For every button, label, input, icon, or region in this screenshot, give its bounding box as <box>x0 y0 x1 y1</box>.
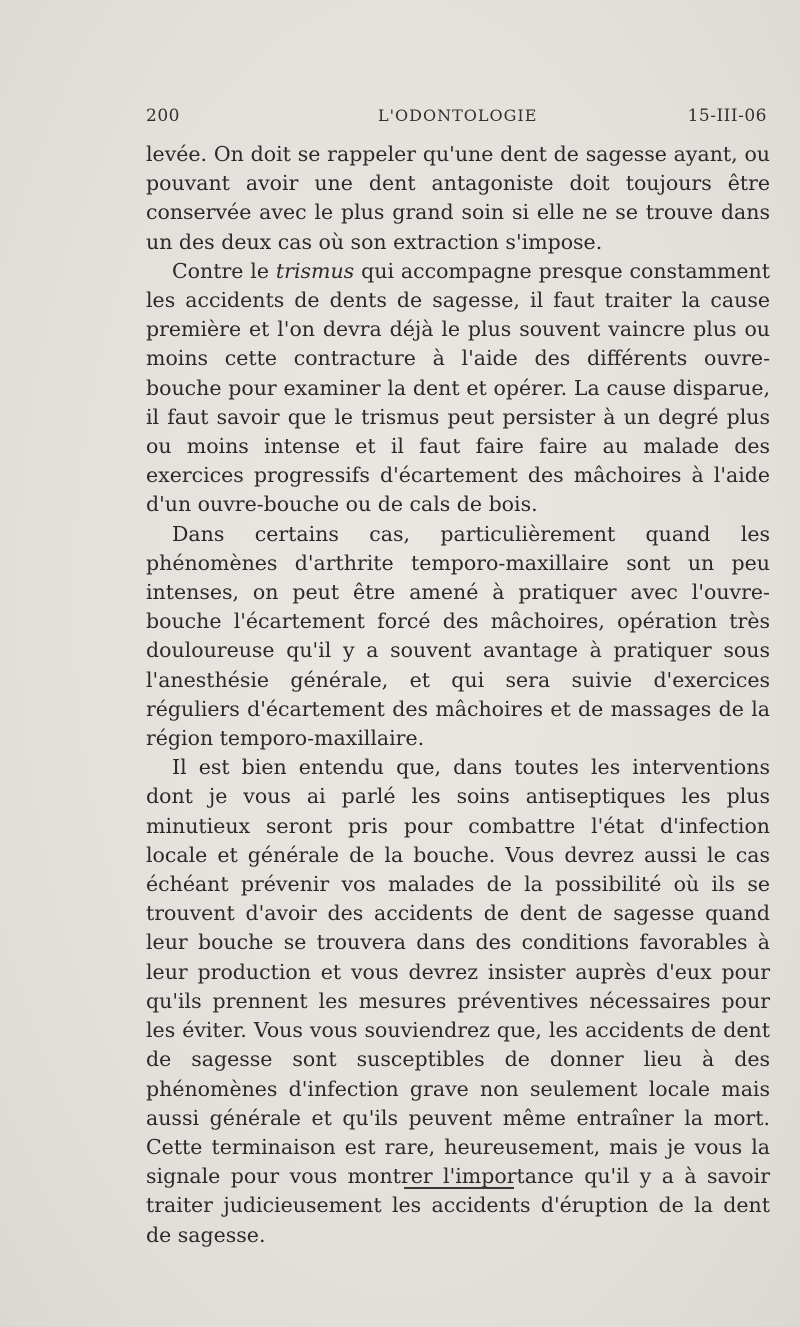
paragraph-3: Dans certains cas, particulièrement quand les phénomènes d'arthrite temporo-maxillaire sont un peu intenses, on peut être amené à pratiquer avec l'ouvre-bouche l'écartement forcé des mâchoires, opération très douloureuse qu'il y a souvent avantage à pratiquer sous l'anesthésie générale, et qui sera suivie d'exercices réguliers d'écartement des mâchoires et de massages de la région temporo-maxillaire. <box>146 521 770 751</box>
paragraph-2-lead: Contre le <box>172 258 276 283</box>
paragraph-1: levée. On doit se rappeler qu'une dent de sagesse ayant, ou pouvant avoir une dent antagoniste doit toujours être conservée avec le plus grand soin si elle ne se trouve dans un des deux cas où son extraction s'impose. <box>146 142 770 254</box>
paragraph-2 <box>146 257 770 520</box>
paragraph-4: Il est bien entendu que, dans toutes les interventions dont je vous ai parlé les soins antiseptiques les plus minutieux seront pris pour combattre l'état d'infection locale et générale de la bouche. Vous devrez aussi le cas échéant prévenir vos malades de la possibilité où ils se trouvent d'avoir des accidents de dent de sagesse quand leur bouche se trouvera dans des conditions favorables à leur production et vous devrez insister auprès d'eux pour qu'ils prennent les mesures préventives nécessaires pour les éviter. Vous vous souviendrez que, les accidents de dent de sagesse sont susceptibles de donner lieu à des phénomènes d'infection grave non seulement locale mais aussi générale et qu'ils peuvent même entraîner la mort. Cette terminaison est rare, heureusement, mais je vous la signale pour vous montrer l'importance qu'il y a à savoir traiter judicieusement les accidents d'éruption de la dent de sagesse. <box>146 755 770 1247</box>
trismus-term: trismus <box>275 258 355 283</box>
page-number: 200 <box>146 106 180 126</box>
paragraph-2-rest: qui accompagne presque constamment les accidents de dents de sagesse, il faut traiter la cause première et l'on devra déjà le plus souvent vaincre plus ou moins cette contracture à l'aide des différents ouvre-bouche pour examiner la dent et opérer. La cause disparue, il faut savoir que le trismus peut persister à un degré plus ou moins intense et il faut faire faire au malade des exercices progressifs d'écartement des mâchoires à l'aide d'un ouvre-bouche ou de cals de bois. <box>146 258 770 517</box>
body-text <box>146 140 770 1250</box>
issue-date: 15-III-06 <box>687 106 767 126</box>
section-end-rule <box>404 1187 514 1189</box>
journal-title: L'ODONTOLOGIE <box>378 106 538 125</box>
running-head <box>146 102 769 132</box>
